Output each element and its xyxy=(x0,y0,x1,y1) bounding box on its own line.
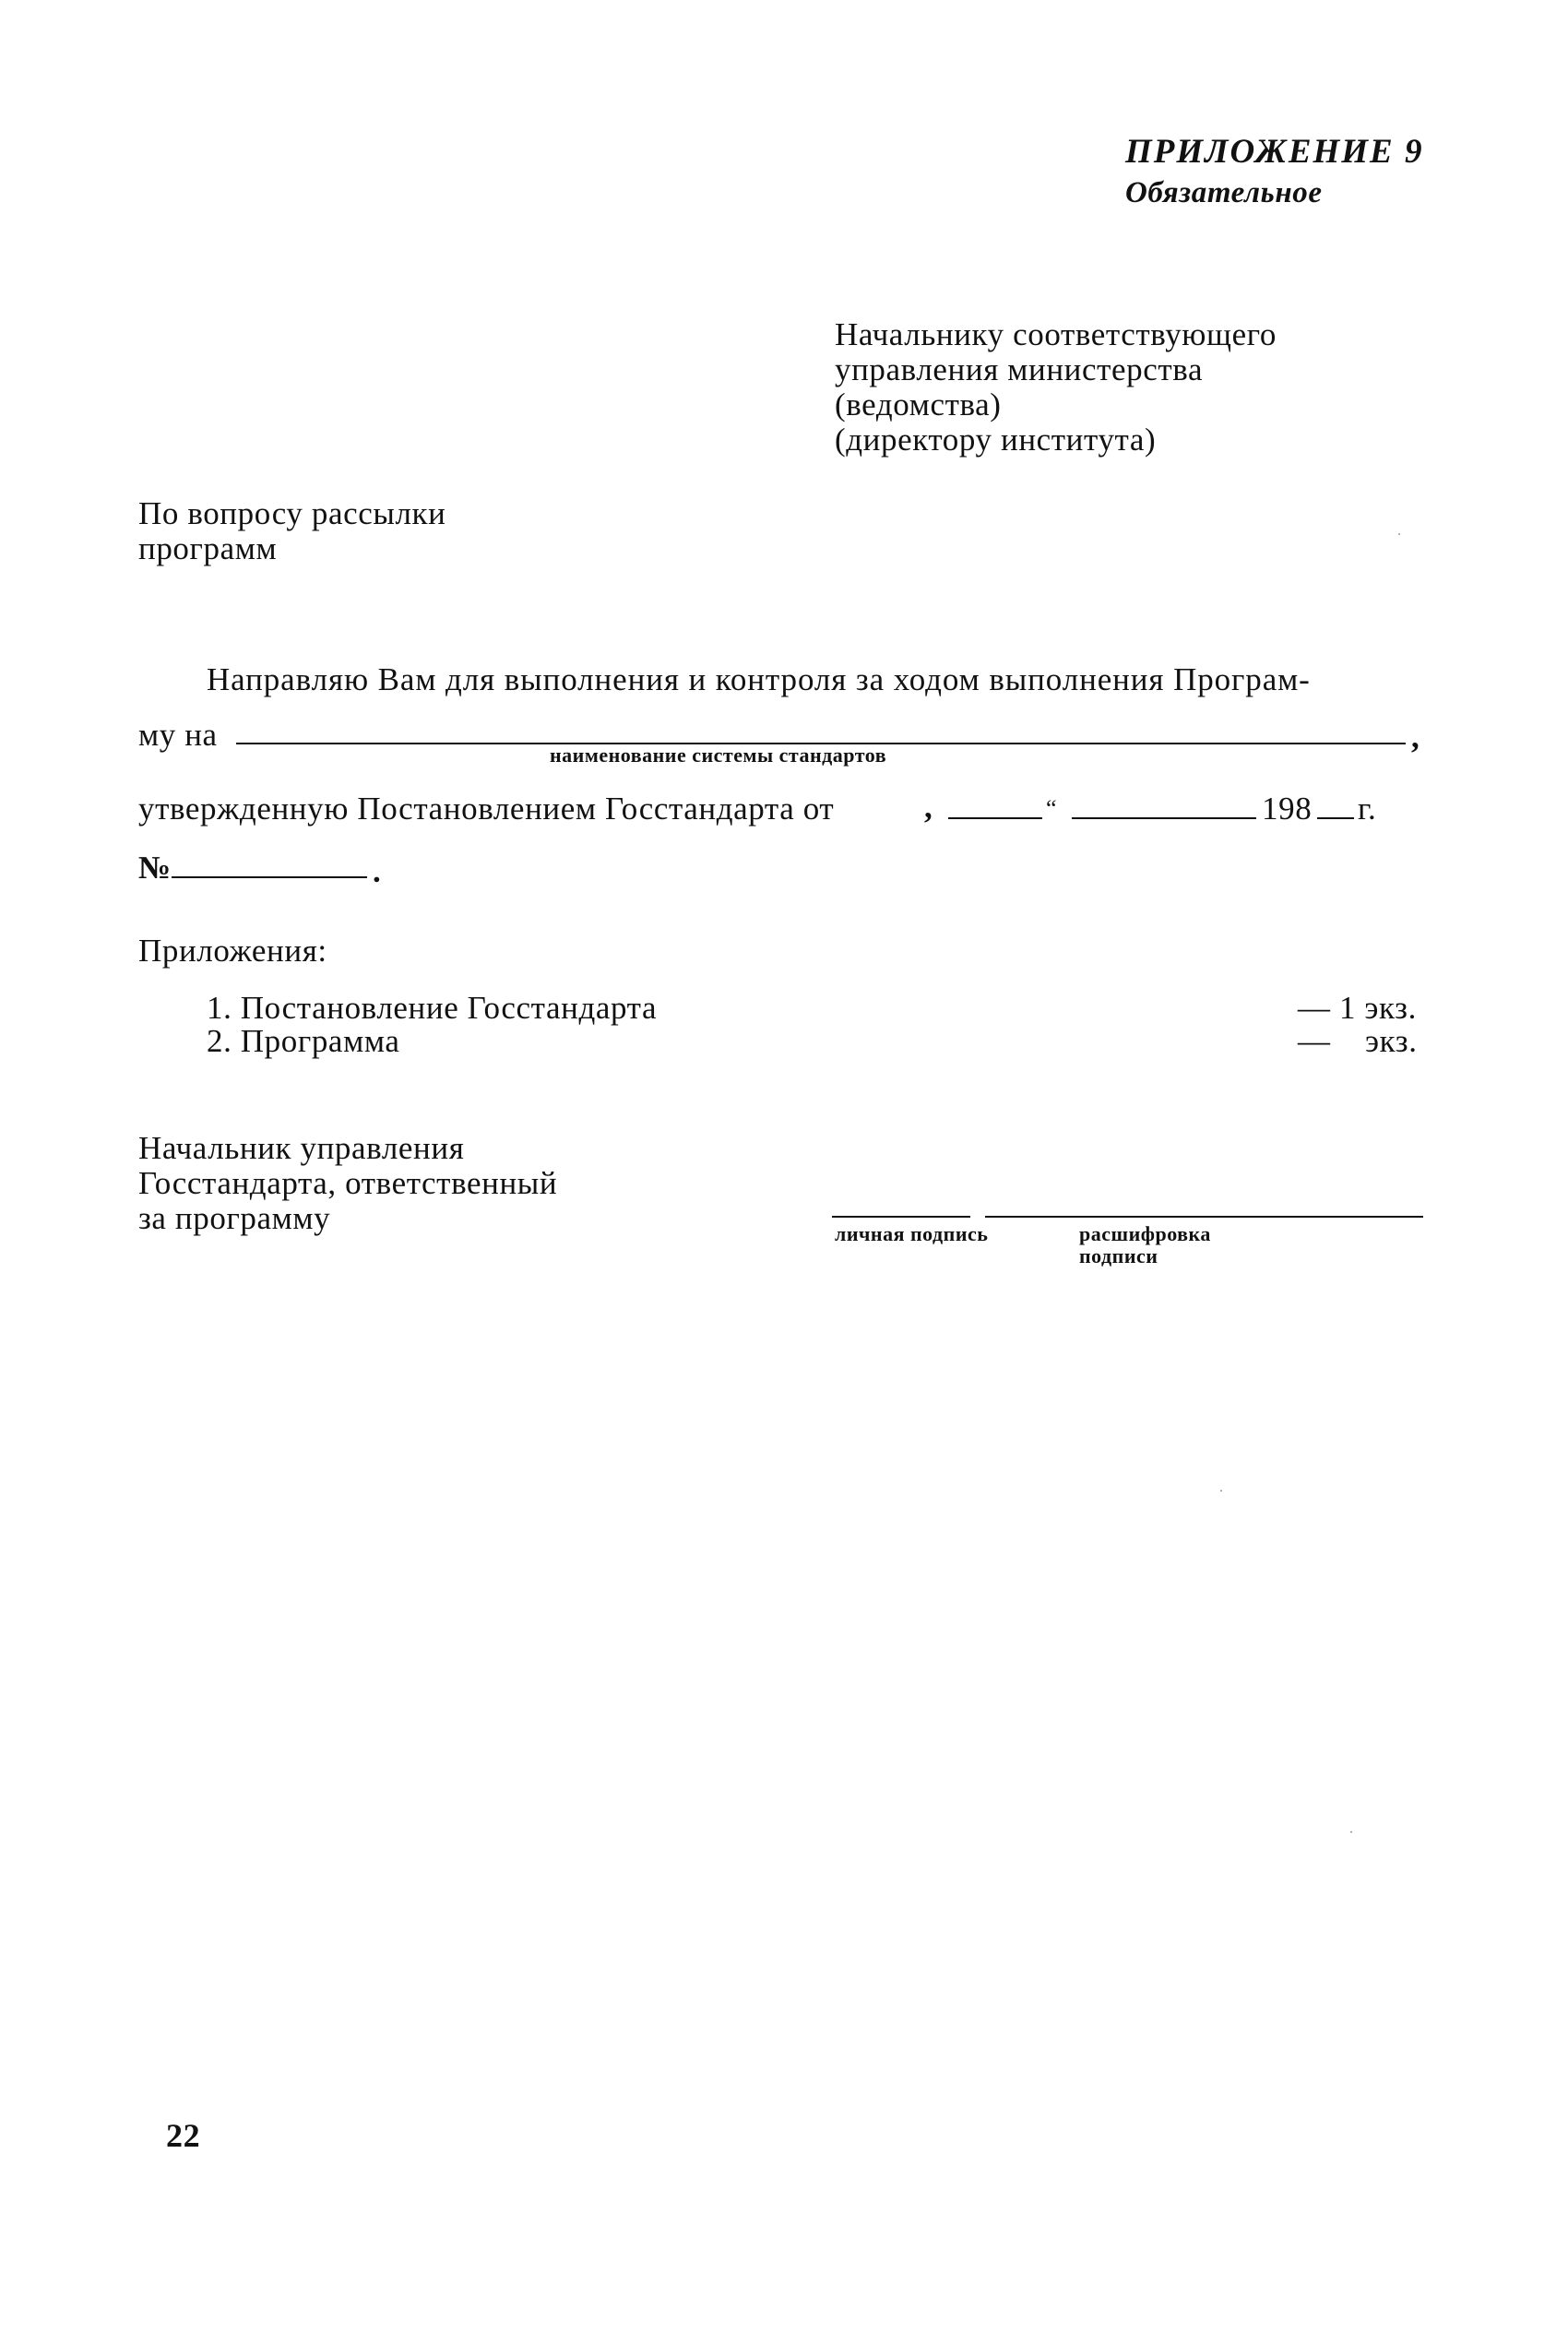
body-line-3-prefix: утвержденную Постановлением Госстандарта от xyxy=(138,791,835,827)
addressee-line: управления министерства xyxy=(835,351,1204,387)
number-suffix: . xyxy=(373,853,382,889)
appendix-status: Обязательное xyxy=(1125,176,1323,209)
signatory-line: за программу xyxy=(138,1200,331,1236)
signature-field[interactable] xyxy=(832,1216,970,1218)
number-sign: № xyxy=(138,850,172,886)
signatory-line: Госстандарта, ответственный xyxy=(138,1165,558,1201)
decode-caption-line: подписи xyxy=(1079,1244,1158,1267)
scan-speck xyxy=(1220,1490,1222,1492)
body-line-2-prefix: му на xyxy=(138,717,218,753)
scan-speck xyxy=(1398,533,1400,535)
signatory-line: Начальник управления xyxy=(138,1130,465,1166)
attachments-heading: Приложения: xyxy=(138,933,327,969)
body-line-2-suffix: , xyxy=(1411,719,1420,755)
year-field[interactable] xyxy=(1317,817,1354,819)
signatory-position xyxy=(138,1131,557,1236)
addressee-line: (ведомства) xyxy=(835,387,1002,422)
subject-line: По вопросу рассылки xyxy=(138,495,446,531)
subject-block xyxy=(138,496,445,566)
addressee-block xyxy=(835,317,1277,458)
attachment-item-label: 2. Программа xyxy=(207,1023,400,1059)
addressee-line: (директору института) xyxy=(835,422,1157,458)
subject-line: программ xyxy=(138,530,278,566)
quote-close: “ xyxy=(1046,795,1058,822)
body-line-1: Направляю Вам для выполнения и контроля за ходом выполнения Програм- xyxy=(207,661,1311,697)
year-suffix: г. xyxy=(1358,791,1377,827)
page-number: 22 xyxy=(166,2117,201,2154)
attachment-item-label: 1. Постановление Госстандарта xyxy=(207,990,658,1026)
addressee-line: Начальнику соответствующего xyxy=(835,316,1277,352)
attachment-item-qty: — 1 экз. xyxy=(1298,990,1417,1026)
year-prefix: 198 xyxy=(1262,791,1313,827)
system-name-caption: наименование системы стандартов xyxy=(550,744,887,767)
quote-open: , xyxy=(924,789,933,825)
signature-decode-field[interactable] xyxy=(985,1216,1423,1218)
appendix-title: ПРИЛОЖЕНИЕ 9 xyxy=(1125,133,1424,171)
decode-caption-line: расшифровка xyxy=(1079,1222,1211,1245)
signature-caption: личная подпись xyxy=(835,1222,989,1245)
attachment-item-qty: — экз. xyxy=(1298,1023,1418,1059)
number-field[interactable] xyxy=(172,876,367,878)
month-field[interactable] xyxy=(1072,817,1256,819)
day-field[interactable] xyxy=(948,817,1042,819)
signature-decode-caption xyxy=(1079,1223,1211,1267)
scan-speck xyxy=(1350,1831,1352,1833)
